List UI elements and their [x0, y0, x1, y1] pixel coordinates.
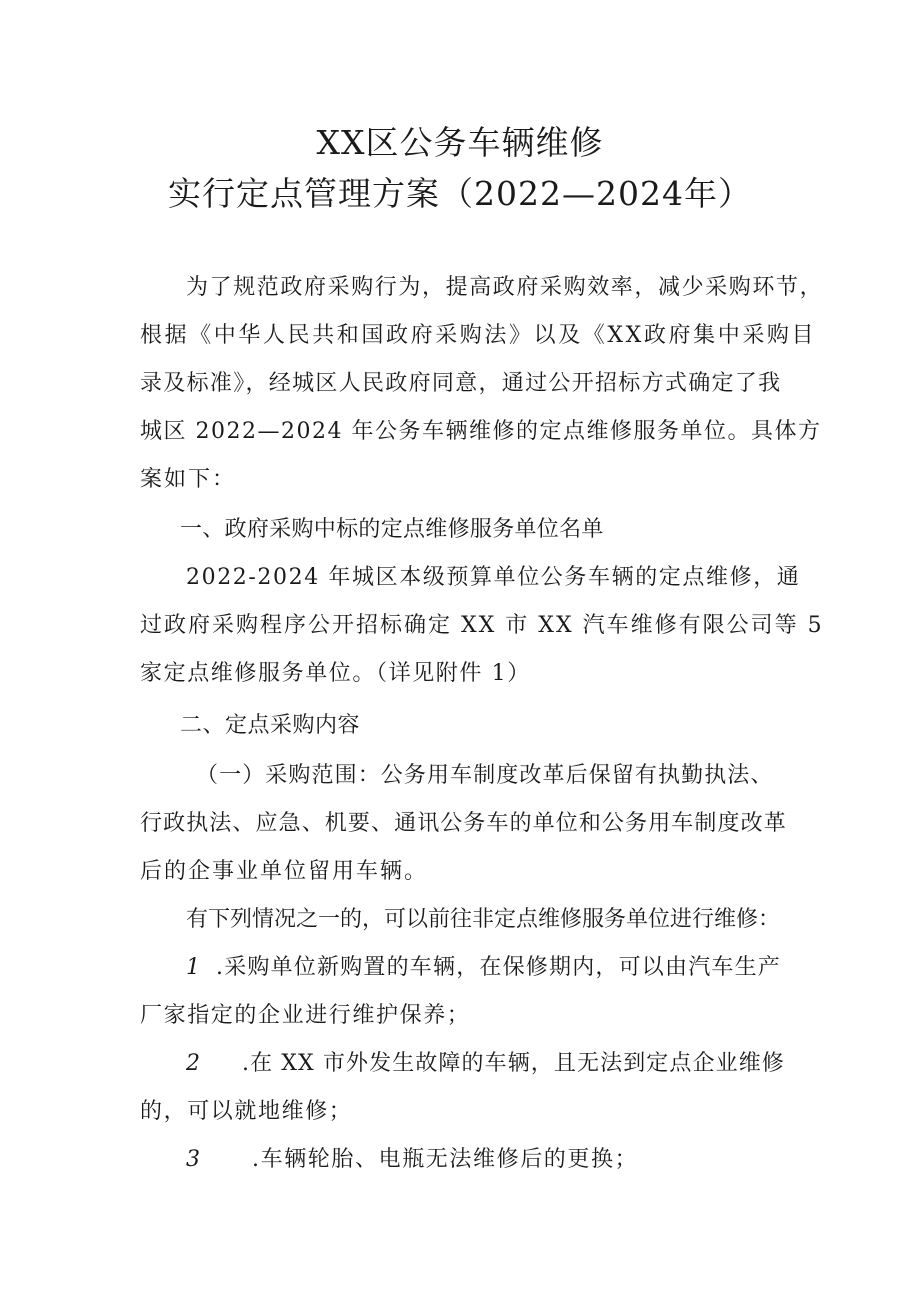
intro-line-5: 案如下： — [140, 467, 237, 492]
document-title-line-2: 实行定点管理方案（2022—2024年） — [168, 174, 752, 213]
list-item-1-number: 1 — [186, 955, 202, 980]
intro-line-2: 根据《中华人民共和国政府采购法》以及《XX政府集中采购目 — [140, 323, 817, 348]
exception-intro: 有下列情况之一的，可以前往非定点维修服务单位进行维修： — [186, 907, 781, 932]
list-item-2-text: .在 XX 市外发生故障的车辆，且无法到定点企业维修 — [242, 1051, 785, 1076]
list-item-2 — [186, 1051, 785, 1077]
section-1-line-3: 家定点维修服务单位。（详见附件 1） — [140, 661, 531, 686]
intro-line-1: 为了规范政府采购行为，提高政府采购效率，减少采购环节， — [186, 275, 824, 300]
section-1-line-2: 过政府采购程序公开招标确定 XX 市 XX 汽车维修有限公司等 5 — [140, 613, 824, 638]
list-item-3-text: .车辆轮胎、电瓶无法维修后的更换； — [252, 1147, 639, 1172]
scope-line-2: 行政执法、应急、机要、通讯公务车的单位和公务用车制度改革 — [140, 811, 787, 836]
document-title-line-1: XX区公务车辆维修 — [316, 123, 604, 162]
list-item-1-continued: 厂家指定的企业进行维护保养； — [140, 1003, 471, 1028]
intro-line-3: 录及标准》，经城区人民政府同意，通过公开招标方式确定了我 — [140, 371, 782, 396]
section-1-line-1: 2022-2024 年城区本级预算单位公务车辆的定点维修，通 — [186, 565, 801, 590]
list-item-3-number: 3 — [186, 1147, 202, 1172]
section-2-heading: 二、定点采购内容 — [180, 713, 361, 738]
list-item-3 — [186, 1147, 638, 1173]
list-item-2-number: 2 — [186, 1051, 202, 1076]
section-1-heading: 一、政府采购中标的定点维修服务单位名单 — [180, 517, 604, 542]
list-item-1-text: .采购单位新购置的车辆，在保修期内，可以由汽车生产 — [216, 955, 781, 980]
list-item-2-continued: 的，可以就地维修； — [140, 1099, 353, 1124]
scope-line-1: （一）采购范围：公务用车制度改革后保留有执勤执法、 — [196, 763, 774, 788]
list-item-1 — [186, 955, 781, 981]
scope-line-3: 后的企事业单位留用车辆。 — [140, 859, 429, 884]
intro-line-4: 城区 2022—2024 年公务车辆维修的定点维修服务单位。具体方 — [140, 419, 822, 444]
